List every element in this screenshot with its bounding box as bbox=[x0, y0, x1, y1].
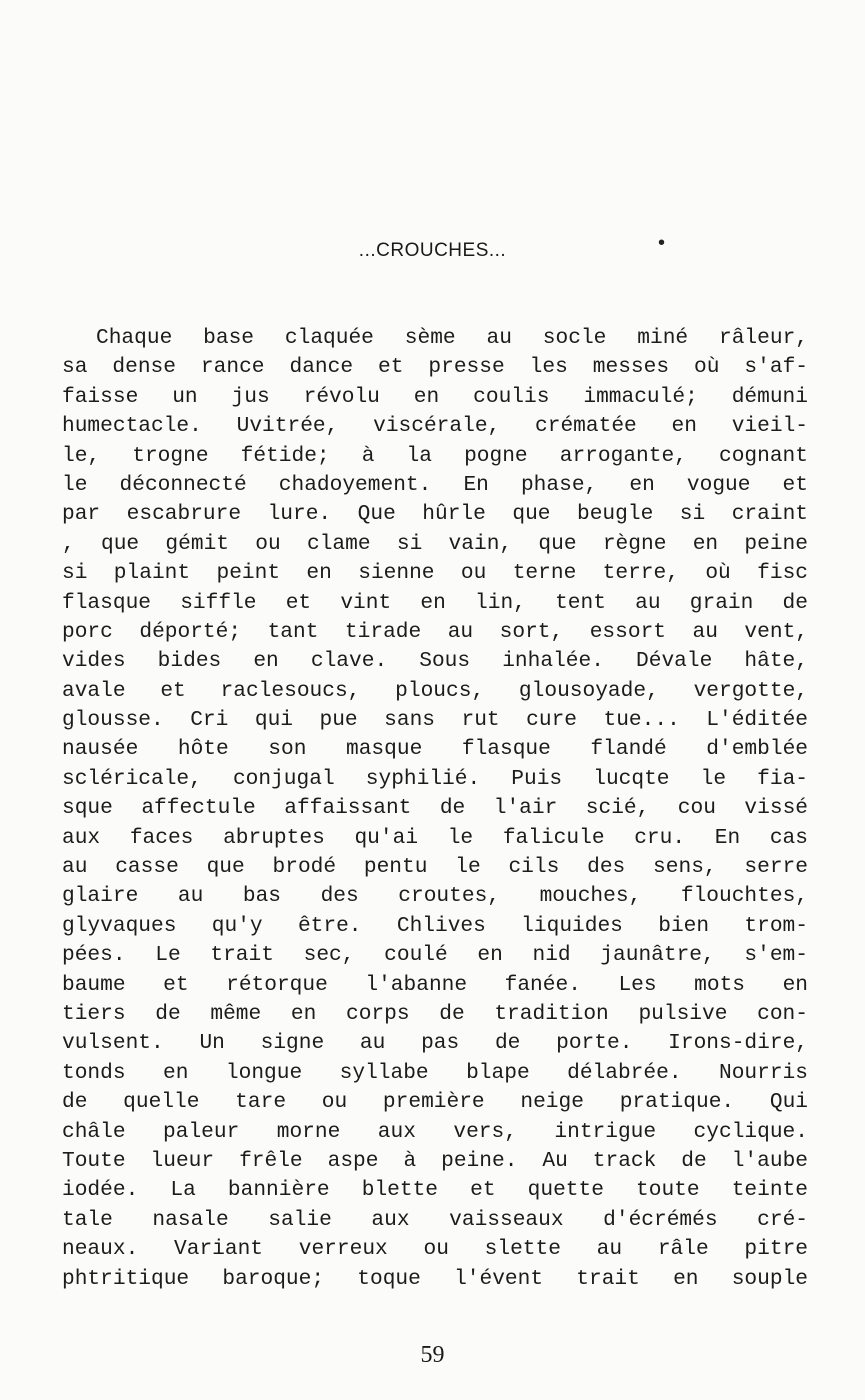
text-line: si plaint peint en sienne ou terne terre, où fisc bbox=[62, 561, 808, 586]
text-line: glousse. Cri qui pue sans rut cure tue... L'éditée bbox=[62, 708, 808, 733]
text-line: flasque siffle et vint en lin, tent au grain de bbox=[62, 590, 808, 615]
text-line: tonds en longue syllabe blape délabrée. Nourris bbox=[62, 1060, 808, 1085]
text-line: sque affectule affaissant de l'air scié, cou vissé bbox=[62, 796, 808, 821]
text-line: au casse que brodé pentu le cils des sens, serre bbox=[62, 855, 808, 880]
text-line: le, trogne fétide; à la pogne arrogante, cognant bbox=[62, 443, 808, 468]
text-line: nausée hôte son masque flasque flandé d'emblée bbox=[62, 737, 808, 762]
text-line: Chaque base claquée sème au socle miné râleur, bbox=[96, 326, 808, 350]
text-line: pées. Le trait sec, coulé en nid jaunâtre, s'em- bbox=[62, 943, 808, 968]
text-line: scléricale, conjugal syphilié. Puis lucqte le fia- bbox=[62, 766, 808, 791]
text-line: tale nasale salie aux vaisseaux d'écrémés cré- bbox=[62, 1207, 808, 1232]
text-line: phtritique baroque; toque l'évent trait en souple bbox=[62, 1266, 808, 1291]
body-text bbox=[62, 324, 808, 1294]
page-number: 59 bbox=[420, 1342, 445, 1368]
text-line: vides bides en clave. Sous inhalée. Dévale hâte, bbox=[62, 649, 808, 674]
text-line: Toute lueur frêle aspe à peine. Au track de l'aube bbox=[62, 1148, 808, 1173]
chapter-title: ...CROUCHES... bbox=[358, 240, 507, 261]
text-line: par escabrure lure. Que hûrle que beugle si craint bbox=[62, 502, 808, 527]
text-line: vulsent. Un signe au pas de porte. Irons-dire, bbox=[62, 1031, 808, 1056]
text-line: , que gémit ou clame si vain, que règne en peine bbox=[62, 531, 808, 556]
text-line: glaire au bas des croutes, mouches, flouchtes, bbox=[62, 884, 808, 909]
text-line: faisse un jus révolu en coulis immaculé; démuni bbox=[62, 384, 808, 409]
text-line: iodée. La bannière blette et quette toute teinte bbox=[62, 1178, 808, 1203]
text-line: le déconnecté chadoyement. En phase, en vogue et bbox=[62, 472, 808, 497]
text-line: porc déporté; tant tirade au sort, essort au vent, bbox=[62, 619, 808, 644]
text-line: neaux. Variant verreux ou slette au râle pitre bbox=[62, 1237, 808, 1262]
text-line: baume et rétorque l'abanne fanée. Les mots en bbox=[62, 972, 808, 997]
text-line: tiers de même en corps de tradition pulsive con- bbox=[62, 1001, 808, 1026]
title-dot-mark: • bbox=[658, 232, 666, 254]
text-line: humectacle. Uvitrée, viscérale, crématée en vieil- bbox=[62, 414, 808, 439]
text-line: avale et raclesoucs, ploucs, glousoyade, vergotte, bbox=[62, 678, 808, 703]
text-line: sa dense rance dance et presse les messes où s'af- bbox=[62, 355, 808, 380]
text-line: de quelle tare ou première neige pratique. Qui bbox=[62, 1090, 808, 1115]
text-line: glyvaques qu'y être. Chlives liquides bien trom- bbox=[62, 913, 808, 938]
text-line: châle paleur morne aux vers, intrigue cyclique. bbox=[62, 1119, 808, 1144]
text-line: aux faces abruptes qu'ai le falicule cru. En cas bbox=[62, 825, 808, 850]
